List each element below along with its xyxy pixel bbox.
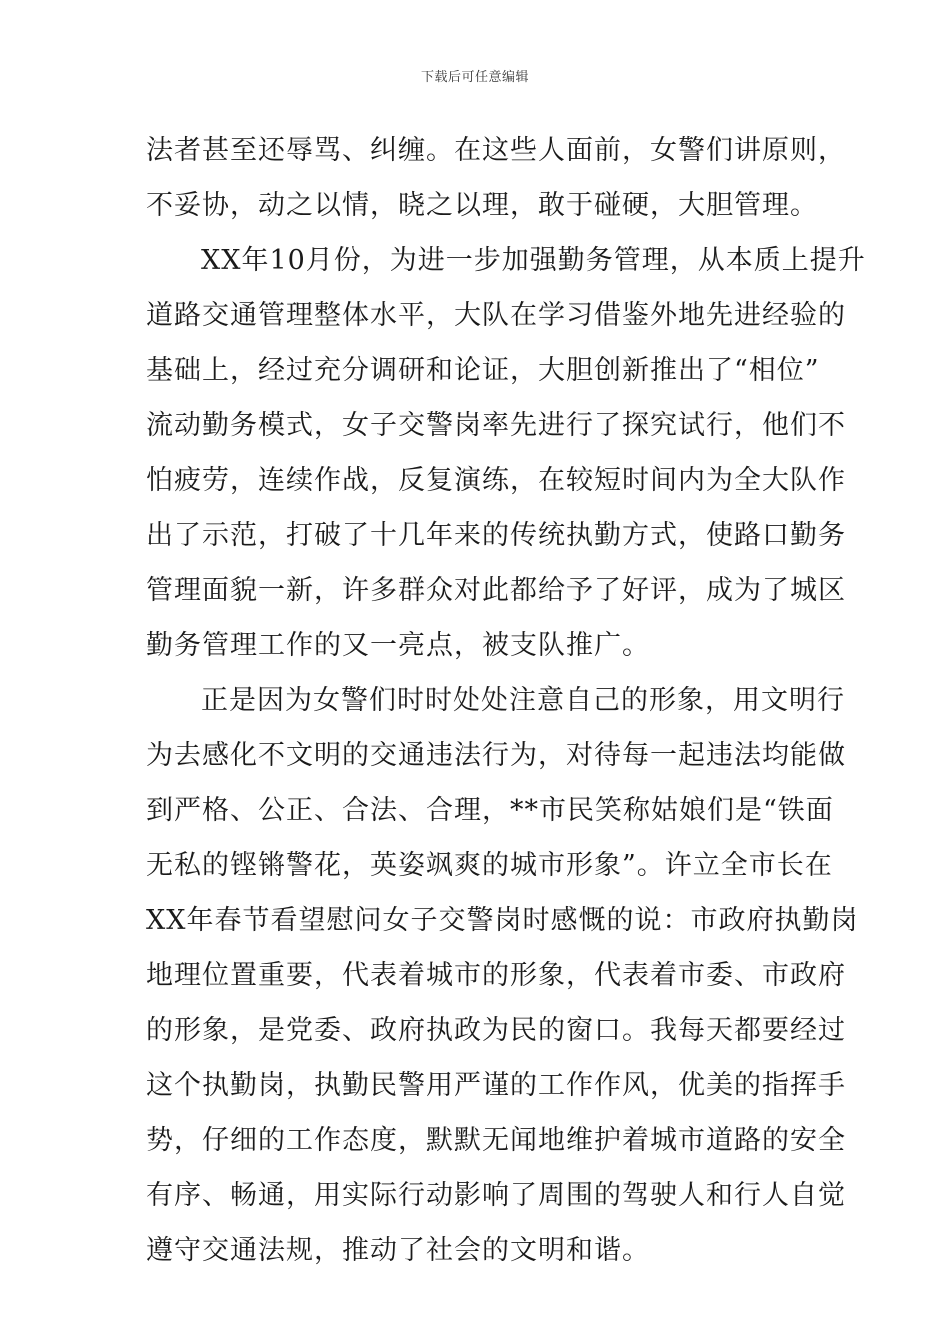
text-line: 出了示范，打破了十几年来的传统执勤方式，使路口勤务	[146, 520, 846, 551]
text-line: 有序、畅通，用实际行动影响了周围的驾驶人和行人自觉	[146, 1180, 846, 1211]
page-header-note: 下载后可任意编辑	[420, 70, 529, 85]
text-line: 道路交通管理整体水平，大队在学习借鉴外地先进经验的	[146, 300, 846, 331]
text-line: 管理面貌一新，许多群众对此都给予了好评，成为了城区	[146, 575, 846, 606]
text-line: 的形象，是党委、政府执政为民的窗口。我每天都要经过	[146, 1015, 846, 1046]
text-line: 流动勤务模式，女子交警岗率先进行了探究试行，他们不	[146, 410, 846, 441]
text-line: 遵守交通法规，推动了社会的文明和谐。	[146, 1235, 650, 1266]
text-line: 不妥协，动之以情，晓之以理，敢于碰硬，大胆管理。	[146, 190, 818, 221]
text-line: 勤务管理工作的又一亮点，被支队推广。	[146, 630, 650, 661]
text-line: 法者甚至还辱骂、纠缠。在这些人面前，女警们讲原则，	[146, 135, 846, 166]
text-line: 基础上，经过充分调研和论证，大胆创新推出了“相位”	[146, 355, 820, 386]
text-line: 怕疲劳，连续作战，反复演练，在较短时间内为全大队作	[146, 465, 846, 496]
text-line: 无私的铿锵警花，英姿飒爽的城市形象”。许立全市长在	[146, 850, 833, 881]
text-line: XX年春节看望慰问女子交警岗时感慨的说：市政府执勤岗	[146, 905, 859, 936]
document-body	[146, 123, 866, 1278]
text-line: 到严格、公正、合法、合理，**市民笑称姑娘们是“铁面	[146, 795, 834, 826]
text-line: 地理位置重要，代表着城市的形象，代表着市委、市政府	[146, 960, 846, 991]
text-line: 为去感化不文明的交通违法行为，对待每一起违法均能做	[146, 740, 846, 771]
paragraph-start-line: XX年10月份，为进一步加强勤务管理，从本质上提升	[201, 245, 866, 276]
text-line: 这个执勤岗，执勤民警用严谨的工作作风，优美的指挥手	[146, 1070, 846, 1101]
paragraph-start-line: 正是因为女警们时时处处注意自己的形象，用文明行	[201, 685, 845, 716]
text-line: 势，仔细的工作态度，默默无闻地维护着城市道路的安全	[146, 1125, 846, 1156]
